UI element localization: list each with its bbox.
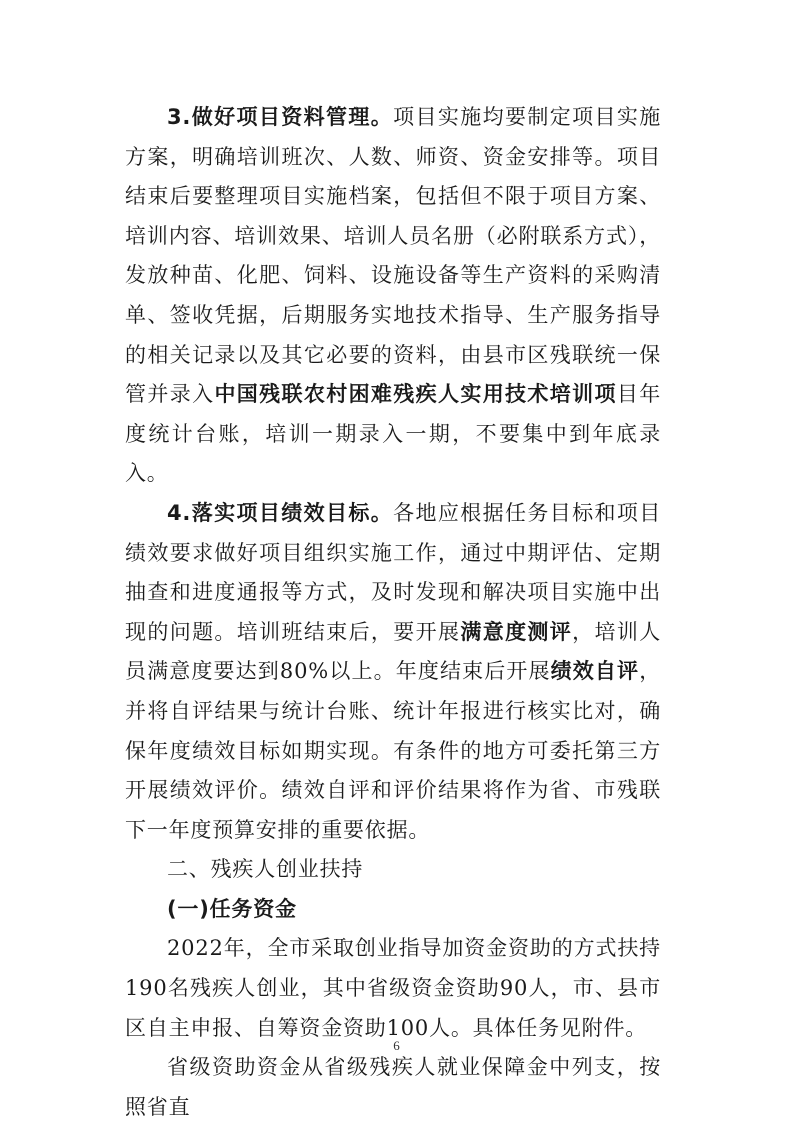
- subsection-one-title: (一)任务资金: [167, 896, 297, 921]
- item-3-lead: 3.做好项目资料管理。: [167, 105, 394, 129]
- paragraph-2022-tasks: 2022年，全市采取创业指导加资金资助的方式扶持190名残疾人创业，其中省级资金资助90人，市、县市区自主申报、自筹资金资助100人。具体任务见附件。: [125, 936, 661, 1040]
- paragraph-item-4: [125, 494, 661, 850]
- document-body: [125, 98, 661, 1127]
- item-4-emphasis-2: 绩效自评: [550, 659, 640, 684]
- paragraph-item-3: [125, 98, 661, 494]
- item-3-text-1: 项目实施均要制定项目实施方案，明确培训班次、人数、师资、资金安排等。项目结束后要整理项目实施档案，包括但不限于项目方案、培训内容、培训效果、培训人员名册（必附联系方式），发放种苗、化肥、饲料、设施设备等生产资料的采购清单、签收凭据，后期服务实地技术指导、生产服务指导的相关记录以及其它必要的资料，由县市区残联统一保管并录入: [125, 105, 661, 407]
- item-4-emphasis-1: 满意度测评: [460, 619, 573, 644]
- item-3-emphasis: 中国残联农村困难残疾人实用技术培训项: [214, 382, 617, 407]
- item-4-text-3: ，并将自评结果与统计台账、统计年报进行核实比对，确保年度绩效目标如期实现。有条件的地方可委托第三方开展绩效评价。绩效自评和评价结果将作为省、市残联下一年度预算安排的重要依据。: [125, 659, 661, 842]
- item-4-text-1: 各地应根据任务目标和项目绩效要求做好项目组织实施工作，通过中期评估、定期抽查和进度通报等方式，及时发现和解决项目实施中出现的问题。培训班结束后，要开展: [125, 500, 661, 644]
- item-4-text-2: ，培训人员满意度要达到80%以上。年度结束后开展: [125, 619, 662, 684]
- item-4-lead: 4.落实项目绩效目标。: [167, 500, 394, 525]
- paragraph-provincial-funds: 省级资助资金从省级残疾人就业保障金中列支，按照省直: [125, 1055, 661, 1119]
- page-number: 6: [393, 1038, 400, 1053]
- item-3-text-2: 目年度统计台账，培训一期录入一期，不要集中到年底录入。: [125, 382, 661, 486]
- section-two-title: 二、残疾人创业扶持: [167, 857, 364, 882]
